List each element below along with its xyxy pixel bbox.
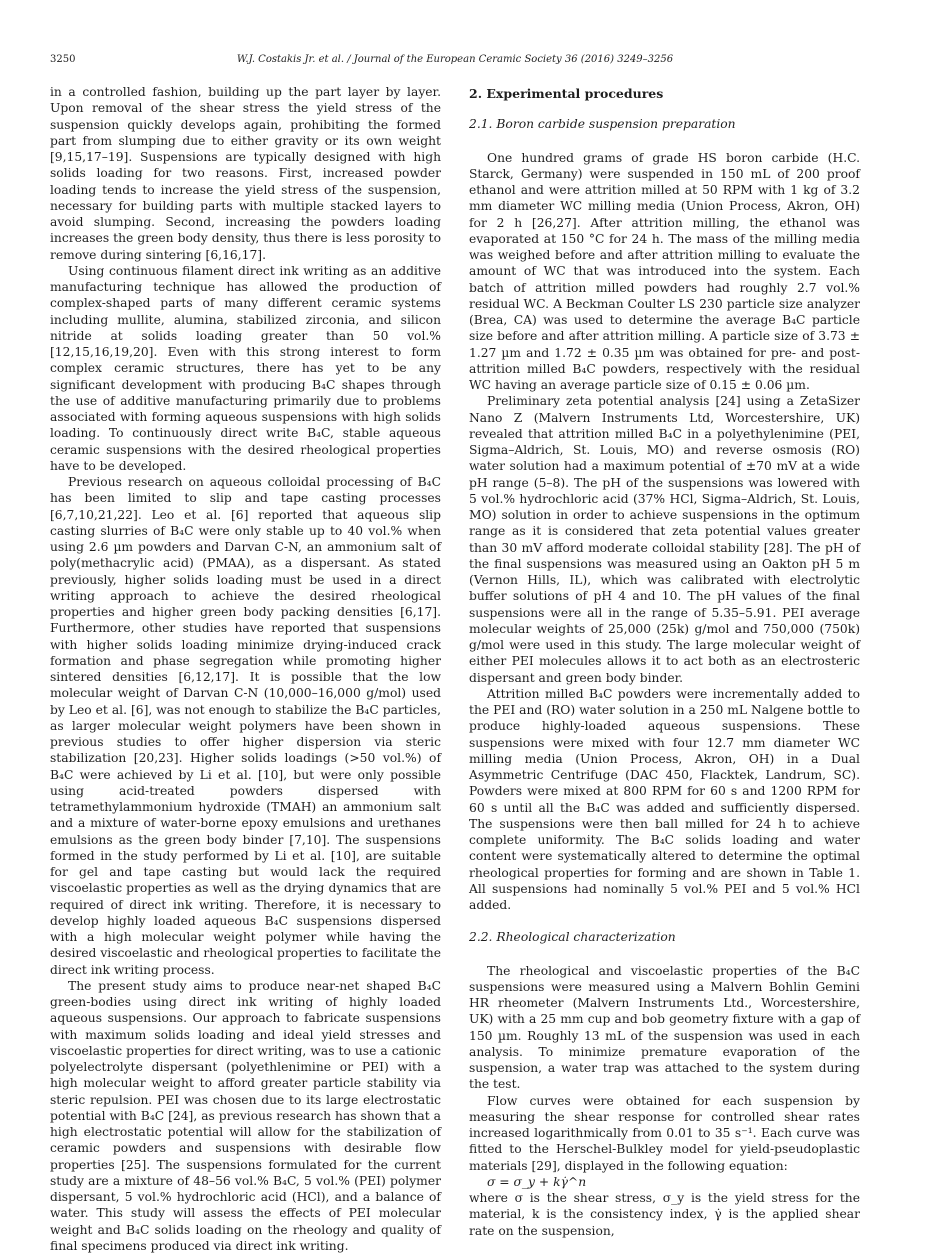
- subsection-heading: 2.2. Rheological characterization: [469, 930, 676, 945]
- paragraph: Flow curves were obtained for each suspension by measuring the shear response for controlled shear rates increased logarithmically from 0.01 to 35 s⁻¹. Each curve was fitted to the Herschel-Bulkley model for yield-pseudoplastic materials [29], displayed in the following equation:: [469, 1093, 860, 1173]
- paragraph: The present study aims to produce near-net shaped B₄C green-bodies using direct ink writing of highly loaded aqueous suspensions. Our approach to fabricate suspensions with maximum solids loading and ideal yield stresses and viscoelastic properties for direct writing, was to use a cationic polyelectrolyte dispersant (polyethlenimine or PEI) with a high molecular weight to afford greater particle stability via steric repulsion. PEI was chosen due to its large electrostatic potential with B₄C [24], as previous research has shown that a high electrostatic potential will allow for the stabilization of ceramic powders and suspensions with desirable flow properties [25]. The suspensions formulated for the current study are a mixture of 48–56 vol.% B₄C, 5 vol.% (PEI) polymer dispersant, 5 vol.% hydrochloric acid (HCl), and a balance of water. This study will assess the effects of PEI molecular weight and B₄C solids loading on the rheology and quality of final specimens produced via direct ink writing.: [50, 978, 441, 1253]
- running-title: W.J. Costakis Jr. et al. / Journal of the European Ceramic Society 36 (2016) 3249–3256: [236, 54, 674, 65]
- paragraph: Preliminary zeta potential analysis [24] using a ZetaSizer Nano Z (Malvern Instruments Ltd, Worcestershire, UK) revealed that attrition milled B₄C in a polyethylenimine (PEI, Sigma–Aldrich, St. Louis, MO) and reverse osmosis (RO) water solution had a maximum potential of ±70 mV at a wide pH range (5–8). The pH of the suspensions was lowered with 5 vol.% hydrochloric acid (37% HCl, Sigma–Aldrich, St. Louis, MO) solution in order to achieve suspensions in the optimum range as it is considered that zeta potential values greater than 30 mV afford moderate colloidal stability [28]. The pH of the final suspensions was measured using an Oakton pH 5 m (Vernon Hills, IL), which was calibrated with electrolytic buffer solutions of pH 4 and 10. The pH values of the final suspensions were all in the range of 5.35–5.91. PEI average molecular weights of 25,000 (25k) g/mol and 750,000 (750k) g/mol were used in this study. The large molecular weight of either PEI molecules allows it to act both as an electrosteric dispersant and green body binder.: [469, 394, 860, 685]
- paragraph: The rheological and viscoelastic properties of the B₄C suspensions were measured using a Malvern Bohlin Gemini HR rheometer (Malvern Instruments Ltd., Worcestershire, UK) with a 25 mm cup and bob geometry fixture with a gap of 150 µm. Roughly 13 mL of the suspension was used in each analysis. To minimize premature evaporation of the suspension, a water trap was attached to the system during the test.: [469, 963, 860, 1092]
- page-number: 3250: [50, 54, 76, 65]
- paragraph: Using continuous filament direct ink writing as an additive manufacturing technique has allowed the production of complex-shaped parts of many different ceramic systems including mullite, alumina, stabilized zirconia, and silicon nitride at solids loading greater than 50 vol.% [12,15,16,19,20]. Even with this strong interest to form complex ceramic structures, there has yet to be any significant development with producing B₄C shapes through the use of additive manufacturing primarily due to problems associated with forming aqueous suspensions with high solids loading. To continuously direct write B₄C, stable aqueous ceramic suspensions with the desired rheological properties have to be developed.: [50, 263, 441, 473]
- paragraph: in a controlled fashion, building up the part layer by layer. Upon removal of the shear stress the yield stress of the suspension quickly develops again, prohibiting the formed part from slumping due to either gravity or its own weight [9,15,17–19]. Suspensions are typically designed with high solids loading for two reasons. First, increased powder loading tends to increase the yield stress of the suspension, necessary for building parts with multiple stacked layers to avoid slumping. Second, increasing the powders loading increases the green body density, thus there is less porosity to remove during sintering [6,16,17].: [50, 85, 441, 262]
- page-header: [50, 54, 860, 70]
- right-column: [469, 84, 860, 1239]
- paragraph: where σ is the shear stress, σ_y is the yield stress for the material, k is the consistency index, γ̇ is the applied shear rate on the suspension,: [469, 1191, 860, 1238]
- paragraph: Attrition milled B₄C powders were incrementally added to the PEI and (RO) water solution in a 250 mL Nalgene bottle to produce highly-loaded aqueous suspensions. These suspensions were mixed with four 12.7 mm diameter WC milling media (Union Process, Akron, OH) in a Dual Asymmetric Centrifuge (DAC 450, Flacktek, Landrum, SC). Powders were mixed at 800 RPM for 60 s and 1200 RPM for 60 s until all the B₄C was added and sufficiently dispersed. The suspensions were then ball milled for 24 h to achieve complete uniformity. The B₄C solids loading and water content were systematically altered to determine the optimal rheological properties for forming and are shown in Table 1. All suspensions had nominally 5 vol.% PEI and 5 vol.% HCl added.: [469, 686, 860, 912]
- paragraph: Previous research on aqueous colloidal processing of B₄C has been limited to slip and tape casting processes [6,7,10,21,22]. Leo et al. [6] reported that aqueous slip casting slurries of B₄C were only stable up to 40 vol.% when using 2.6 µm powders and Darvan C-N, an ammonium salt of poly(methacrylic acid) (PMAA), as a dispersant. As stated previously, higher solids loading must be used in a direct writing approach to achieve the desired rheological properties and higher green body packing densities [6,17]. Furthermore, other studies have reported that suspensions with higher solids loading minimize drying-induced crack formation and phase segregation while promoting higher sintered densities [6,12,17]. It is possible that the low molecular weight of Darvan C-N (10,000–16,000 g/mol) used by Leo et al. [6], was not enough to stabilize the B₄C particles, as larger molecular weight polymers have been shown in previous studies to offer higher dispersion via steric stabilization [20,23]. Higher solids loadings (>50 vol.%) of B₄C were achieved by Li et al. [10], but were only possible using acid-treated powders dispersed with tetramethylammonium hydroxide (TMAH) an ammonium salt and a mixture of water-borne epoxy emulsions and urethanes emulsions as the green body binder [7,10]. The suspensions formed in the study performed by Li et al. [10], are suitable for gel and tape casting but would lack the required viscoelastic properties as well as the drying dynamics that are required of direct ink writing. Therefore, it is necessary to develop highly loaded aqueous B₄C suspensions dispersed with a high molecular weight polymer while having the desired viscoelastic and rheological properties to facilitate the direct ink writing process.: [50, 475, 441, 977]
- paragraph: One hundred grams of grade HS boron carbide (H.C. Starck, Germany) were suspended in 150 mL of 200 proof ethanol and were attrition milled at 50 RPM with 1 kg of 3.2 mm diameter WC milling media (Union Process, Akron, OH) for 2 h [26,27]. After attrition milling, the ethanol was evaporated at 150 °C for 24 h. The mass of the milling media was weighed before and after attrition milling to evaluate the amount of WC that was introduced into the system. Each batch of attrition milled powders had roughly 2.7 vol.% residual WC. A Beckman Coulter LS 230 particle size analyzer (Brea, CA) was used to determine the average B₄C particle size before and after attrition milling. A particle size of 3.73 ± 1.27 µm and 1.72 ± 0.35 µm was obtained for pre- and post-attrition milled B₄C powders, respectively with the residual WC having an average particle size of 0.15 ± 0.06 µm.: [469, 150, 860, 392]
- equation: σ = σ_y + kγ̇^n: [487, 1174, 587, 1189]
- section-heading: 2. Experimental procedures: [469, 86, 664, 101]
- subsection-heading: 2.1. Boron carbide suspension preparation: [469, 117, 736, 132]
- left-column: [50, 84, 441, 1254]
